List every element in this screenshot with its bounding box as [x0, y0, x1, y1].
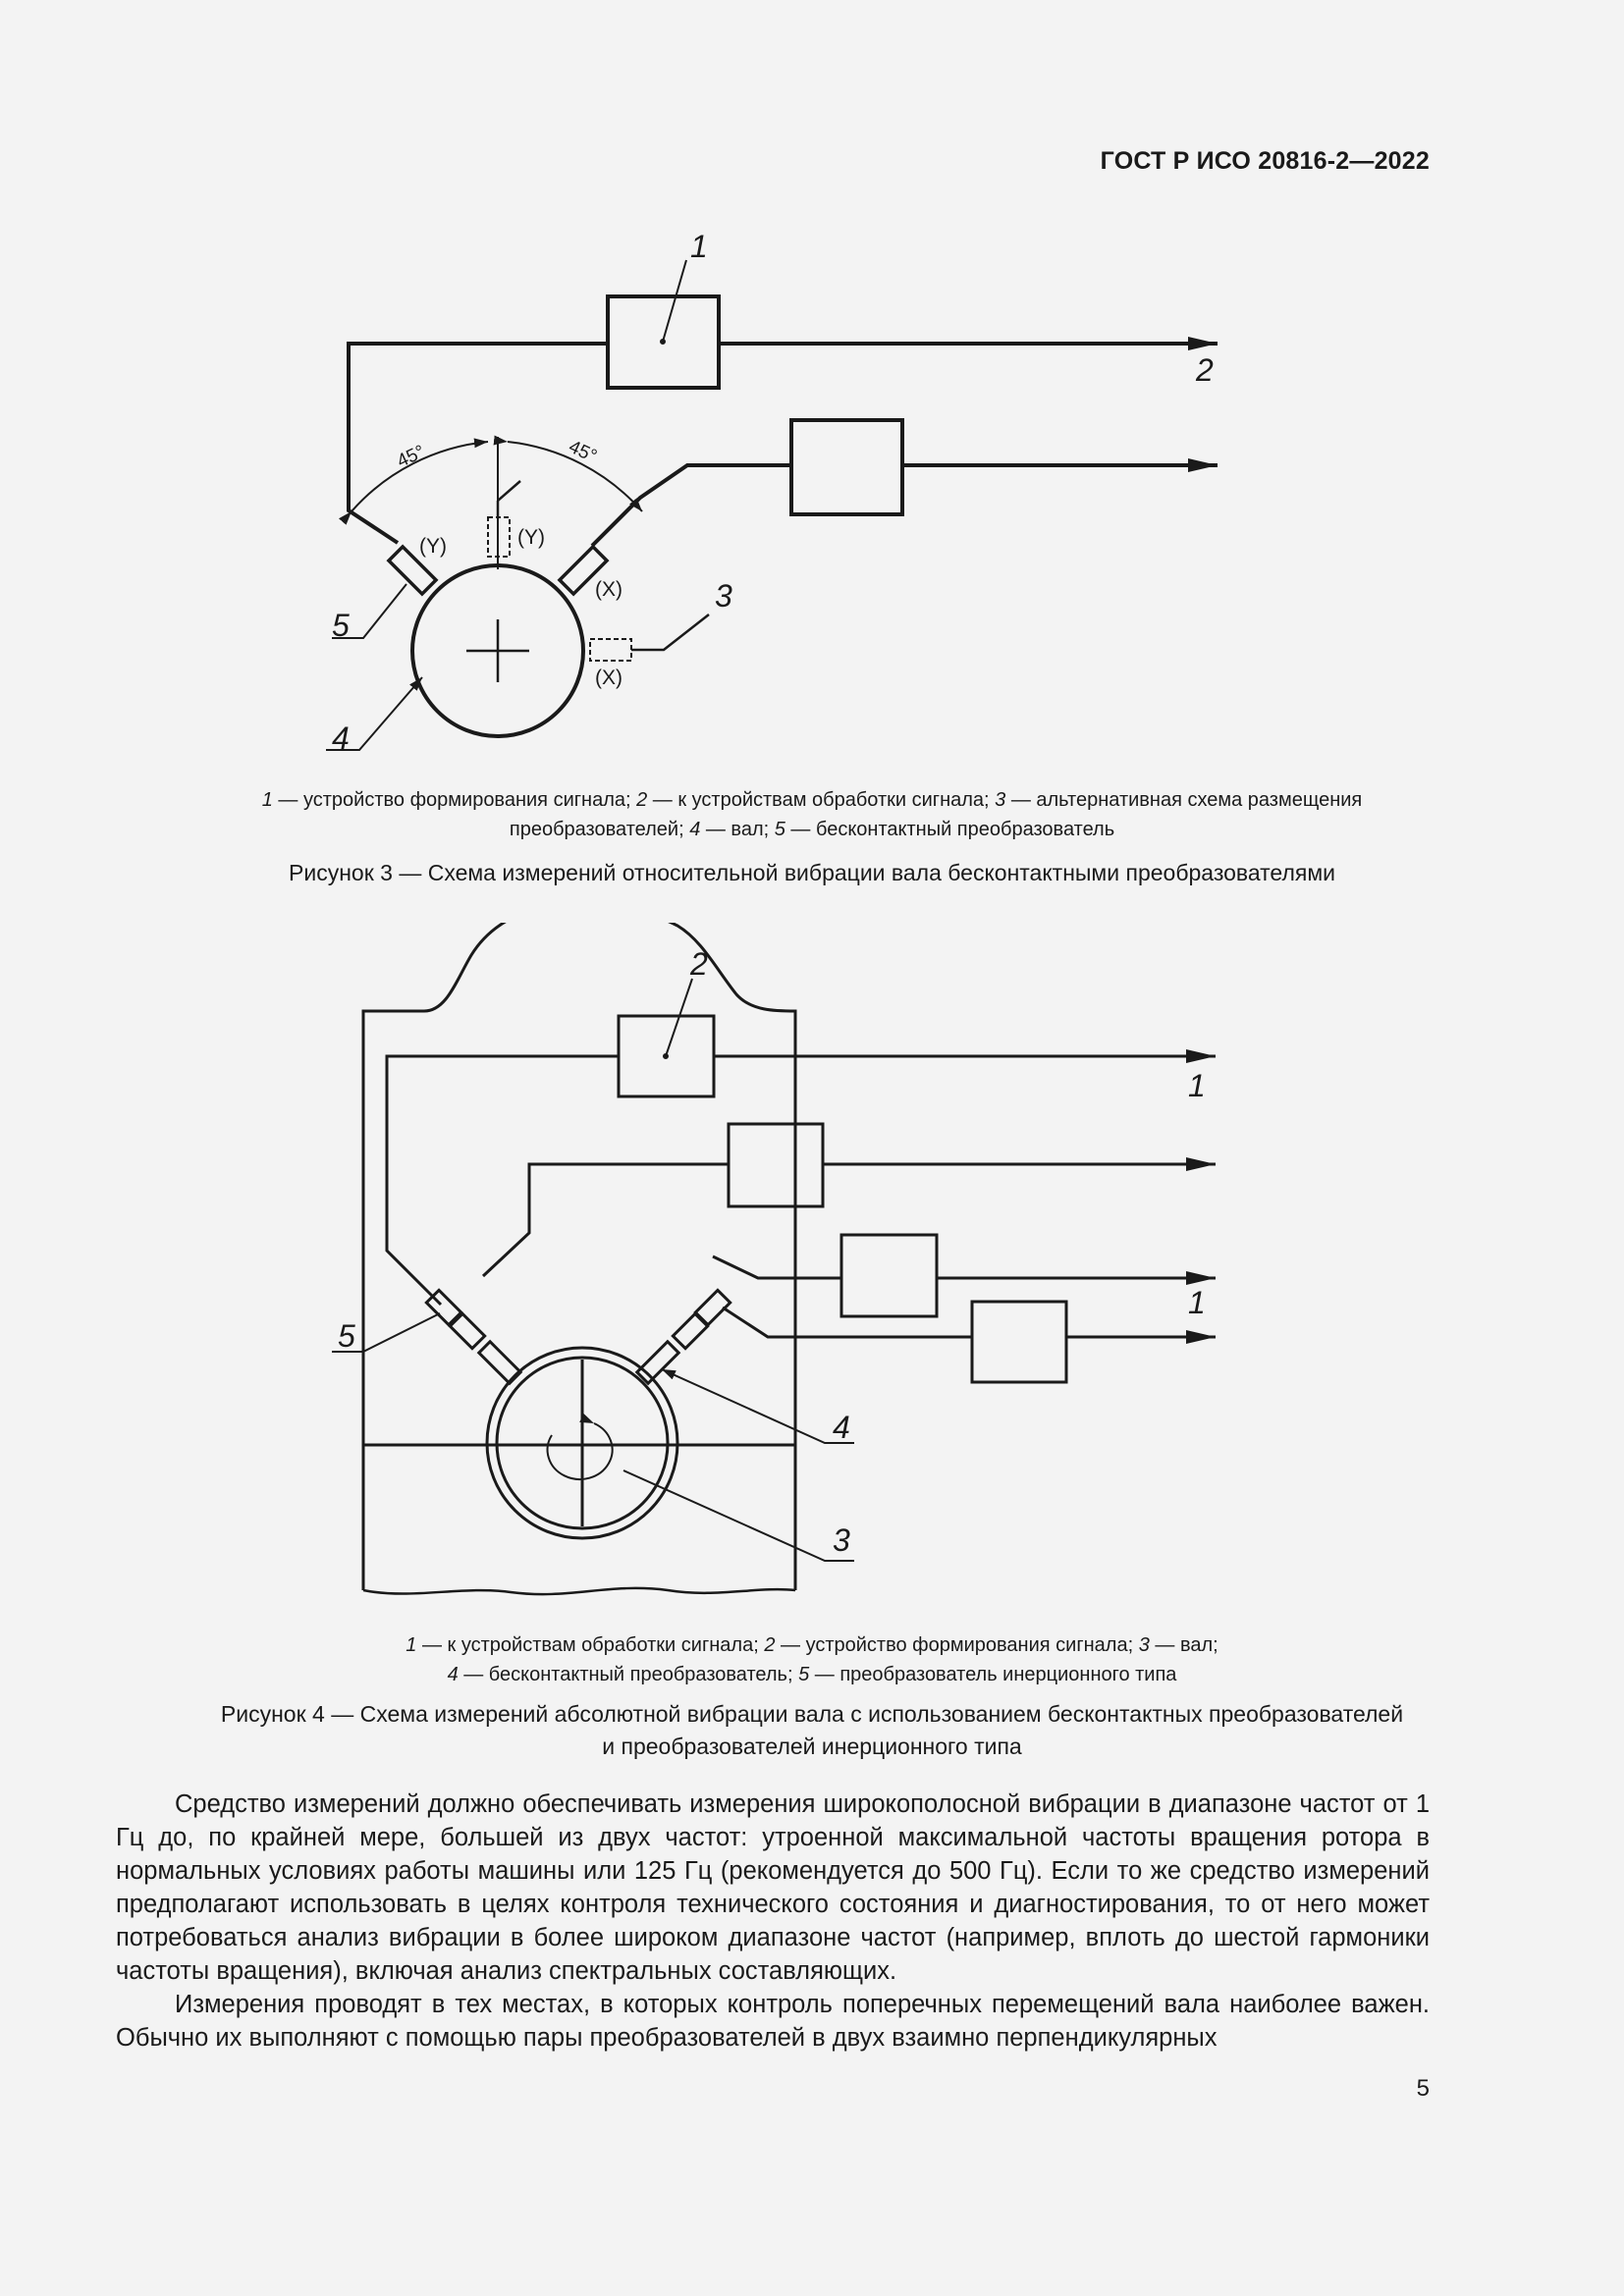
fig3-angle-left: 45° [394, 441, 429, 472]
fig3-angle-right: 45° [565, 436, 600, 467]
figure-4-legend: 1 — к устройствам обработки сигнала; 2 — устройство формирования сигнала; 3 — вал; 4 — бесконтактный преобразователь; 5 — преобразователь инерционного типа [406, 1634, 1218, 1685]
paragraph-1: Средство измерений должно обеспечивать измерения широкополосной вибрации в диапазоне частот от 1 Гц до, по крайней мере, большей из двух частот: утроенной максимальной частоты вращения ротора в нормальных условиях работы машины или 125 Гц (рекомендуется до 500 Гц). Если то же средство измерений предполагают использовать в целях контроля технического состояния и диагностирования, то от него может потребоваться анализ вибрации в более широком диапазоне частот (например, вплоть до шестой гармоники частоты вращения), включая анализ спектральных составляющих. [116, 1790, 1430, 1985]
body-text [116, 1788, 1430, 2055]
fig3-tag-y-left: (Y) [419, 535, 447, 558]
fig4-label-4: 4 [833, 1410, 850, 1445]
figure-3-legend: 1 — устройство формирования сигнала; 2 — к устройствам обработки сигнала; 3 — альтернативная схема размещения преобразователей; 4 — вал; 5 — бесконтактный преобразователь [261, 789, 1363, 840]
fig3-label-4: 4 [332, 721, 350, 756]
page-number: 5 [1416, 2075, 1430, 2102]
right-proximity-probe [637, 1342, 678, 1383]
standard-header: ГОСТ Р ИСО 20816-2—2022 [1100, 147, 1430, 175]
fig3-label-2: 2 [1196, 352, 1214, 388]
fig3-label-5: 5 [332, 608, 350, 643]
signal-conditioner-box-2 [791, 420, 902, 514]
figure-3-caption: Рисунок 3 — Схема измерений относительной вибрации вала бесконтактными преобразователями [289, 860, 1335, 885]
fig4-label-1b: 1 [1188, 1285, 1206, 1320]
fig3-tag-x-right: (X) [595, 578, 623, 601]
fig4-label-2: 2 [690, 946, 708, 982]
figure-4 [0, 923, 1624, 1600]
fig3-label-3: 3 [715, 578, 732, 614]
fig3-tag-y-top: (Y) [517, 526, 545, 549]
fig4-label-3: 3 [833, 1522, 850, 1558]
left-proximity-probe [479, 1342, 520, 1383]
fig3-tag-x-alt: (X) [595, 667, 623, 689]
paragraph-2: Измерения проводят в тех местах, в которых контроль поперечных перемещений вала наиболее важен. Обычно их выполняют с помощью пары преобразователей в двух взаимно перпендикулярных [116, 1991, 1430, 2052]
fig3-label-1: 1 [690, 229, 708, 264]
figure-4-diagram [0, 923, 1624, 1600]
figure-3 [0, 0, 1624, 775]
fig4-label-1a: 1 [1188, 1068, 1206, 1103]
fig4-label-5: 5 [338, 1318, 355, 1354]
figure-4-caption: Рисунок 4 — Схема измерений абсолютной вибрации вала с использованием бесконтактных преобразователей и преобразователей инерционного типа [220, 1701, 1404, 1759]
figure-3-diagram [0, 0, 1624, 775]
